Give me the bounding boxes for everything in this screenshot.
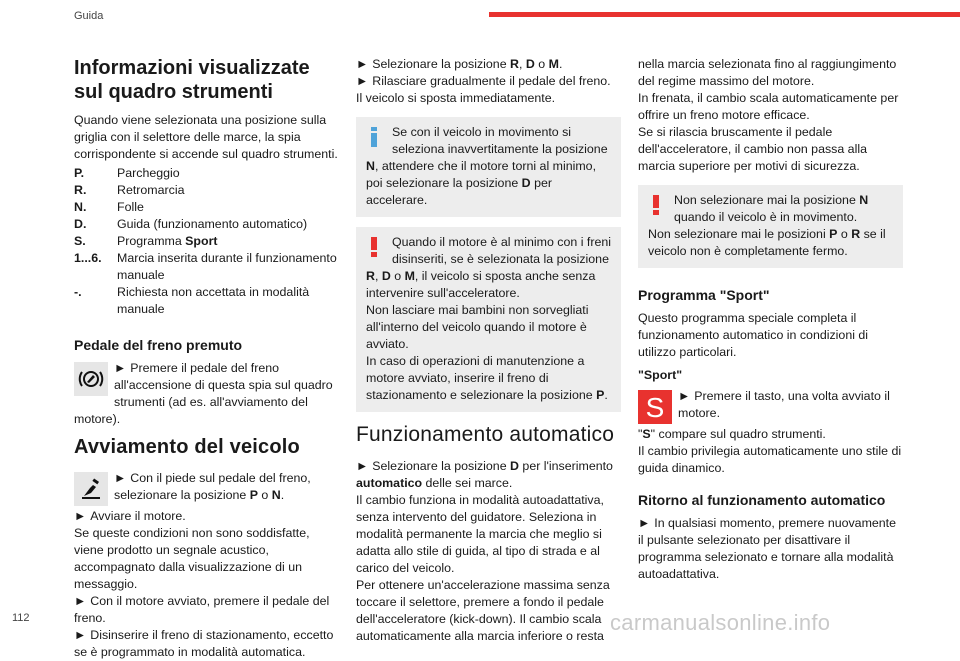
bullet-icon: ► — [356, 57, 369, 71]
gear-m: M — [404, 269, 415, 283]
page-number: 112 — [12, 612, 30, 624]
gear-value: Folle — [117, 200, 144, 214]
punct: . — [604, 388, 608, 402]
warning-note-box — [356, 227, 621, 412]
start-step-3 — [74, 593, 339, 627]
gear-n: N — [366, 159, 375, 173]
conj: o — [837, 227, 852, 241]
auto-text: delle sei marce. — [422, 476, 513, 490]
sport-button-icon — [638, 390, 672, 424]
start-step-1-text: Con il piede sul pedale del freno, selezionare la posizione — [114, 471, 311, 502]
select-gear-step — [356, 56, 621, 73]
warning-text: Non selezionare mai la posizione — [674, 193, 860, 207]
bullet-icon: ► — [74, 509, 87, 523]
start-step-2 — [74, 508, 339, 525]
gear-key: -. — [74, 285, 82, 299]
gear-p: P — [249, 488, 258, 502]
vehicle-moves-note: Il veicolo si sposta immediatamente. — [356, 91, 556, 105]
bullet-icon: ► — [114, 361, 127, 375]
conj: o — [534, 57, 549, 71]
sport-indicator-note — [638, 426, 903, 443]
gear-p: P — [829, 227, 838, 241]
select-gear-text: Selezionare la posizione — [372, 57, 511, 71]
punct: , — [374, 269, 382, 283]
column-2 — [356, 56, 621, 645]
engine-brake-paragraph: In frenata, il cambio scala automaticamente per offrire un freno motore efficace. — [638, 91, 899, 122]
gear-value — [117, 233, 339, 250]
gear-p: P — [596, 388, 605, 402]
section-title-dashboard-info: Informazioni visualizzate sul quadro strumenti — [74, 57, 310, 103]
info-note-box — [356, 117, 621, 217]
gear-key: N. — [74, 200, 87, 214]
start-step-4-text: Disinserire il freno di stazionamento, eccetto se è programmato in modalità automatica. — [74, 628, 334, 659]
svg-text:S: S — [645, 392, 665, 423]
intro-paragraph: Quando viene selezionata una posizione sulla griglia con il selettore delle marce, la spia corrispondente si accende sul quadro strumenti. — [74, 113, 338, 161]
warning-icon — [648, 194, 664, 216]
gear-value: Richiesta non accettata in modalità manuale — [117, 285, 310, 316]
info-text: Se con il veicolo in movimento si seleziona inavvertitamente la posizione — [392, 125, 608, 156]
bullet-icon: ► — [114, 471, 127, 485]
running-header: Guida — [74, 10, 104, 22]
start-condition-note: Se queste condizioni non sono soddisfatte, viene prodotto un segnale acustico, accompagnato dalla visualizzazione di un messaggio. — [74, 526, 310, 591]
gear-d: D — [381, 269, 391, 283]
gear-value: Parcheggio — [117, 166, 180, 180]
auto-bold: automatico — [356, 476, 423, 490]
gear-key: R. — [74, 183, 87, 197]
brake-instruction — [74, 360, 339, 428]
gear-def-row — [74, 233, 339, 250]
warning-text: , il veicolo si sposta anche senza intervenire sull'acceleratore. — [366, 269, 596, 300]
section-title-automatic: Funzionamento automatico — [356, 423, 615, 446]
gear-key: 1...6. — [74, 251, 102, 265]
gear-n: N — [271, 488, 281, 502]
column-3 — [638, 56, 903, 583]
gear-d: D — [521, 176, 531, 190]
warning-text: In caso di operazioni di manutenzione a motore avviato, inserire il freno di stazionamento e selezionare la posizione — [366, 354, 597, 402]
bullet-icon: ► — [356, 74, 369, 88]
punct: . — [280, 488, 285, 502]
gear-d: D — [525, 57, 535, 71]
warning-text: Quando il motore è al minimo con i freni disinseriti, se è selezionata la posizione — [392, 235, 612, 266]
bullet-icon: ► — [74, 628, 87, 642]
punct: " — [638, 427, 643, 441]
section-title-sport: Programma "Sport" — [638, 287, 770, 303]
section-title-return-auto: Ritorno al funzionamento automatico — [638, 492, 886, 508]
auto-adaptive-paragraph: Il cambio funziona in modalità autoadattativa, senza intervento del guidatore. Seleziona in modalità permanente la marcia che meglio si adatta allo stile di guida, al tipo di strada e al carico del veicolo. — [356, 493, 604, 575]
warning-icon — [366, 236, 382, 258]
gear-n: N — [859, 193, 869, 207]
gear-def-row — [74, 250, 339, 284]
gear-key: S. — [74, 234, 86, 248]
kickdown-paragraph: Per ottenere un'accelerazione massima senza toccare il selettore, premere a fondo il pedale dell'acceleratore (kick-down). Il cambio scala automaticamente alla marcia inferiore o resta — [356, 578, 610, 643]
conj: o — [257, 488, 272, 502]
sport-letter: S — [642, 427, 651, 441]
sport-intro: Questo programma speciale completa il funzionamento automatico in condizioni di utilizzo particolari. — [638, 311, 869, 359]
foot-on-brake-icon — [74, 472, 108, 506]
sport-dynamic-note: Il cambio privilegia automaticamente uno stile di guida dinamico. — [638, 444, 902, 475]
section-title-brake-pressed: Pedale del freno premuto — [74, 337, 243, 353]
release-brake-step — [356, 73, 621, 90]
release-brake-text: Rilasciare gradualmente il pedale del freno. — [372, 74, 611, 88]
auto-select-step — [356, 458, 621, 492]
sport-note-text: " compare sul quadro strumenti. — [650, 427, 826, 441]
gear-def-row — [74, 216, 339, 233]
warning-text: Non selezionare mai le posizioni — [648, 227, 830, 241]
gear-value-text: Programma — [117, 234, 186, 248]
gear-value: Retromarcia — [117, 183, 185, 197]
section-title-vehicle-start: Avviamento del veicolo — [74, 436, 300, 458]
gear-def-row — [74, 165, 339, 182]
warning-text: se il veicolo non è completamente fermo. — [648, 227, 886, 258]
sport-step — [638, 388, 903, 426]
auto-text: Selezionare la posizione — [372, 459, 511, 473]
auto-text: per l'inserimento — [518, 459, 613, 473]
warning-maintenance — [366, 353, 611, 404]
info-icon — [366, 126, 382, 148]
punct: . — [558, 57, 563, 71]
return-step — [638, 515, 903, 583]
info-text: per accelerare. — [366, 176, 552, 207]
accelerator-release-paragraph: Se si rilascia bruscamente il pedale dell'acceleratore, il cambio non passa alla marcia superiore per motivi di sicurezza. — [638, 125, 867, 173]
warning-stationary — [648, 226, 893, 260]
conj: o — [390, 269, 405, 283]
sport-step-text: Premere il tasto, una volta avviato il motore. — [678, 389, 890, 420]
gear-r: R — [510, 57, 519, 71]
gear-r: R — [851, 227, 861, 241]
punct: , — [518, 57, 526, 71]
bullet-icon: ► — [638, 516, 651, 530]
gear-def-row — [74, 284, 339, 318]
warning-children: Non lasciare mai bambini non sorvegliati all'interno del veicolo quando il motore è avviato. — [366, 303, 589, 351]
gear-def-row — [74, 199, 339, 216]
sport-subtitle: "Sport" — [638, 368, 683, 382]
gear-def-row — [74, 182, 339, 199]
gear-d: D — [510, 459, 519, 473]
gear-value-bold: Sport — [185, 234, 218, 248]
start-step-4 — [74, 627, 339, 661]
bullet-icon: ► — [74, 594, 87, 608]
gear-r: R — [366, 269, 375, 283]
gear-m: M — [548, 57, 559, 71]
info-text: , attendere che il motore torni al minimo, poi selezionare la posizione — [366, 159, 597, 190]
gear-value: Marcia inserita durante il funzionamento manuale — [117, 251, 337, 282]
brake-text: Premere il pedale del freno all'accensione di questa spia sul quadro strumenti (ad es. all'avviamento del motore). — [74, 361, 333, 426]
return-step-text: In qualsiasi momento, premere nuovamente il pulsante selezionato per disattivare il programma selezionato e tornare alla modalità autoadattativa. — [638, 516, 897, 581]
start-step-1 — [74, 470, 339, 508]
kickdown-continuation: nella marcia selezionata fino al raggiungimento del regime massimo del motore. — [638, 57, 897, 88]
bullet-icon: ► — [678, 389, 691, 403]
header-accent-bar — [489, 12, 960, 17]
bullet-icon: ► — [356, 459, 369, 473]
gear-key: P. — [74, 166, 85, 180]
warning-note-box — [638, 185, 903, 268]
start-step-2-text: Avviare il motore. — [90, 509, 186, 523]
gear-key: D. — [74, 217, 87, 231]
column-1 — [74, 52, 339, 661]
watermark: carmanualsonline.info — [610, 610, 831, 635]
brake-pedal-warning-icon — [74, 362, 108, 396]
start-step-3-text: Con il motore avviato, premere il pedale del freno. — [74, 594, 330, 625]
warning-text: quando il veicolo è in movimento. — [674, 210, 858, 224]
gear-indicator-list — [74, 165, 339, 318]
gear-value: Guida (funzionamento automatico) — [117, 217, 308, 231]
